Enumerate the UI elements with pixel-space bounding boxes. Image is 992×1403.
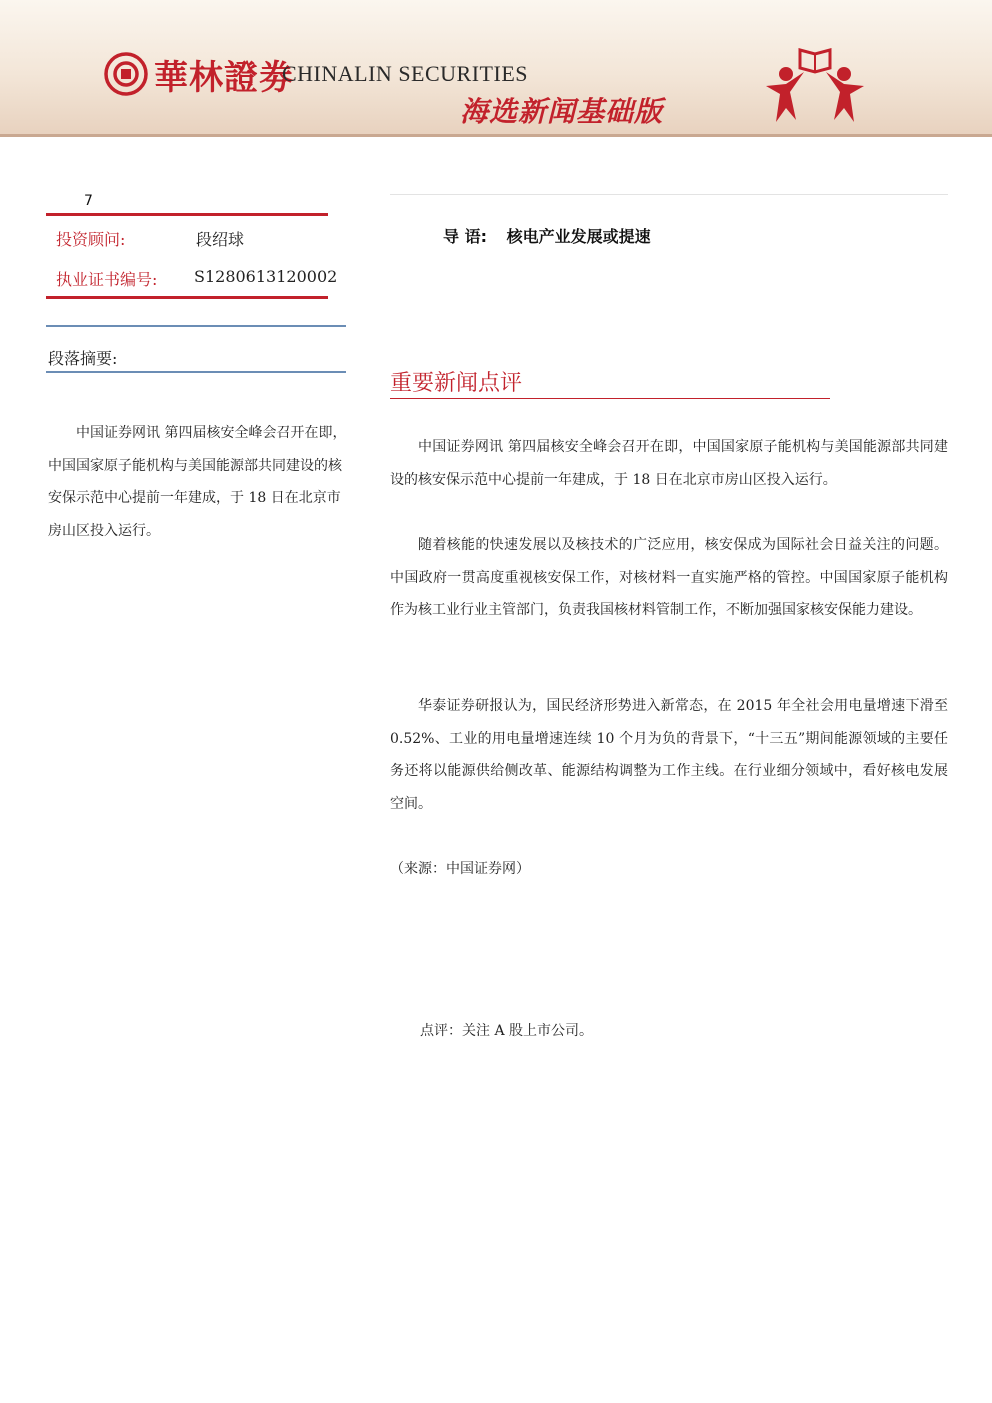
brand-name-en: CHINALIN SECURITIES [282,61,528,86]
divider-blue-top [46,325,346,327]
divider-red-bottom [46,296,328,299]
news-comment: 点评：关注 A 股上市公司。 [420,1023,594,1039]
advisor-name: 段绍球 [196,230,245,249]
news-paragraph: 中国证券网讯 第四届核安全峰会召开在即，中国国家原子能机构与美国能源部共同建设的核安保示范中心提前一年建成，于 18 日在北京市房山区投入运行。 [390,439,948,488]
news-paragraph: 华泰证券研报认为，国民经济形势进入新常态，在 2015 年全社会用电量增速下滑至 0.52%、工业的用电量增速连续 10 个月为负的背景下，“十三五”期间能源领域的主要任务还将以能源供给侧改革、能源结构调整为工作主线。在行业细分领域中，看好核电发展空间。 [390,698,948,812]
product-name: 海选新闻基础版 [460,95,664,128]
chinalin-logo-icon [104,52,148,96]
intro-text: 核电产业发展或提速 [506,227,651,246]
divider-red-top [46,213,328,216]
abstract-body: 中国证券网讯 第四届核安全峰会召开在即，中国国家原子能机构与美国能源部共同建设的核安保示范中心提前一年建成，于 18 日在北京市房山区投入运行。 [48,425,347,539]
intro-label: 导 语: [443,227,487,246]
news-source: （来源：中国证券网） [390,861,530,877]
page-number: 7 [84,193,93,209]
intro [443,224,651,247]
divider-blue-bottom [46,371,346,373]
cert-label: 执业证书编号: [56,270,158,289]
header-banner [0,0,992,137]
section-title: 重要新闻点评 [390,372,830,399]
reading-figures-icon [760,42,870,126]
news-paragraph: 随着核能的快速发展以及核技术的广泛应用，核安保成为国际社会日益关注的问题。中国政府一贯高度重视核安保工作，对核材料一直实施严格的管控。中国国家原子能机构作为核工业行业主管部门，负责我国核材料管制工作，不断加强国家核安保能力建设。 [390,537,948,618]
cert-number: S1280613120002 [194,267,338,286]
advisor-label: 投资顾问: [56,230,126,249]
abstract-title: 段落摘要: [48,349,118,368]
brand-name-cn: 華林證劵 [154,58,294,98]
divider-grey [390,194,948,195]
